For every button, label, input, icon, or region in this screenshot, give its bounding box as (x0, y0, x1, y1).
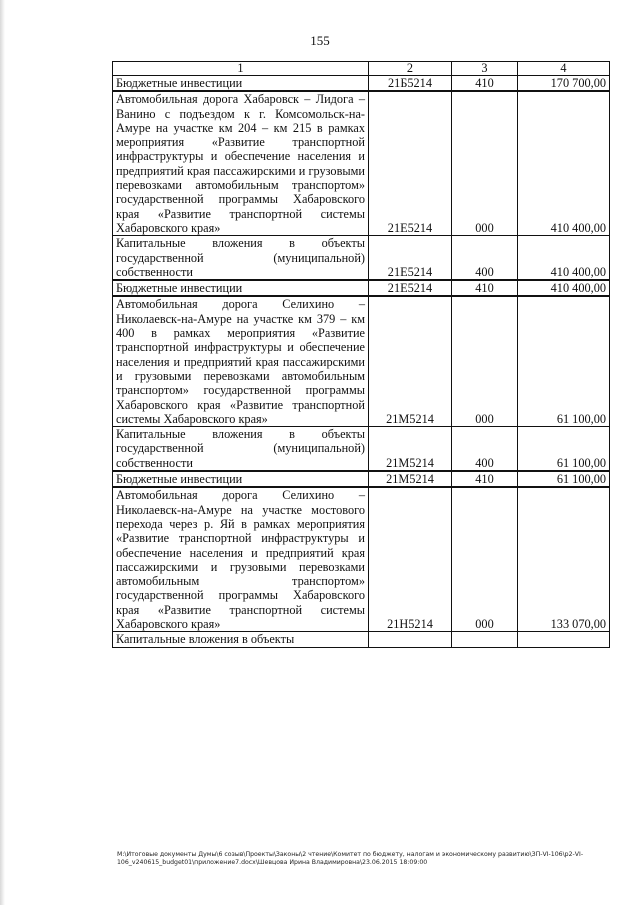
row-expense-type-cell: 000 (452, 91, 518, 235)
page-number: 155 (310, 33, 330, 48)
budget-table (112, 61, 610, 648)
table-row (113, 471, 610, 487)
row-code-cell: 21Е5214 (369, 280, 452, 296)
row-expense-type-cell: 410 (452, 280, 518, 296)
table-row (113, 91, 610, 235)
table-row (113, 280, 610, 296)
row-amount-cell: 410 400,00 (518, 280, 610, 296)
row-code-cell: 21М5214 (369, 296, 452, 426)
table-row (113, 76, 610, 92)
row-expense-type-cell: 000 (452, 487, 518, 631)
row-name-cell: Капитальные вложения в объекты государственной (муниципальной) собственности (113, 427, 369, 471)
row-amount-cell: 61 100,00 (518, 427, 610, 471)
row-expense-type-cell: 400 (452, 427, 518, 471)
row-name-cell: Автомобильная дорога Селихино – Николаевск-на-Амуре на участке км 379 – км 400 в рамках мероприятия «Развитие транспортной инфраструктуры и обеспечение населения и предприятий края пассажирскими и грузовыми перевозками автомобильным транспортом» государственной программы Хабаровского края «Развитие транспортной системы Хабаровского края» (113, 296, 369, 426)
document-path-footer: M:\Итоговые документы Думы\6 созыв\Проекты\Законы\2 чтение\Комитет по бюджету, налогам и экономическому развитию\ЗП-VI-106\р2-VI-106_v240615_budget01\приложение7.docx\Шевцова Ирина Владимировна\23.06.2015 18:09:00 (117, 851, 584, 866)
row-name-cell: Капитальные вложения в объекты (113, 632, 369, 647)
row-name-cell: Бюджетные инвестиции (113, 280, 369, 296)
row-expense-type-cell (452, 632, 518, 647)
table-row (113, 296, 610, 426)
table-row (113, 236, 610, 280)
row-amount-cell: 410 400,00 (518, 91, 610, 235)
row-code-cell: 21Н5214 (369, 487, 452, 631)
header-col-4: 4 (518, 62, 610, 76)
row-code-cell (369, 632, 452, 647)
row-code-cell: 21Е5214 (369, 91, 452, 235)
row-name-cell: Автомобильная дорога Селихино – Николаевск-на-Амуре на участке мостового перехода через р. Яй в рамках мероприятия «Развитие транспортной инфраструктуры и обеспечение населения и предприятий края пассажирскими и грузовыми перевозками автомобильным транспортом» государственной программы Хабаровского края «Развитие транспортной системы Хабаровского края» (113, 487, 369, 631)
row-expense-type-cell: 000 (452, 296, 518, 426)
row-expense-type-cell: 410 (452, 471, 518, 487)
row-code-cell: 21М5214 (369, 471, 452, 487)
row-amount-cell: 133 070,00 (518, 487, 610, 631)
row-amount-cell: 61 100,00 (518, 296, 610, 426)
row-amount-cell (518, 632, 610, 647)
row-expense-type-cell: 410 (452, 76, 518, 92)
header-col-2: 2 (369, 62, 452, 76)
table-header-row (113, 62, 610, 76)
page-edge-shadow (0, 0, 5, 905)
header-col-3: 3 (452, 62, 518, 76)
row-name-cell: Автомобильная дорога Хабаровск – Лидога – Ванино с подъездом к г. Комсомольск-на-Амуре на участке км 204 – км 215 в рамках мероприятия «Развитие транспортной инфраструктуры и обеспечение населения и предприятий края пассажирскими и грузовыми перевозками автомобильным транспортом» государственной программы Хабаровского края «Развитие транспортной системы Хабаровского края» (113, 91, 369, 235)
header-col-1: 1 (113, 62, 369, 76)
row-amount-cell: 170 700,00 (518, 76, 610, 92)
row-amount-cell: 410 400,00 (518, 236, 610, 280)
table-body (113, 76, 610, 648)
row-code-cell: 21Е5214 (369, 236, 452, 280)
row-name-cell: Бюджетные инвестиции (113, 76, 369, 92)
row-expense-type-cell: 400 (452, 236, 518, 280)
row-code-cell: 21Б5214 (369, 76, 452, 92)
table-row (113, 487, 610, 631)
row-code-cell: 21М5214 (369, 427, 452, 471)
table-row (113, 632, 610, 647)
table-row (113, 427, 610, 471)
row-name-cell: Бюджетные инвестиции (113, 471, 369, 487)
row-name-cell: Капитальные вложения в объекты государственной (муниципальной) собственности (113, 236, 369, 280)
row-amount-cell: 61 100,00 (518, 471, 610, 487)
